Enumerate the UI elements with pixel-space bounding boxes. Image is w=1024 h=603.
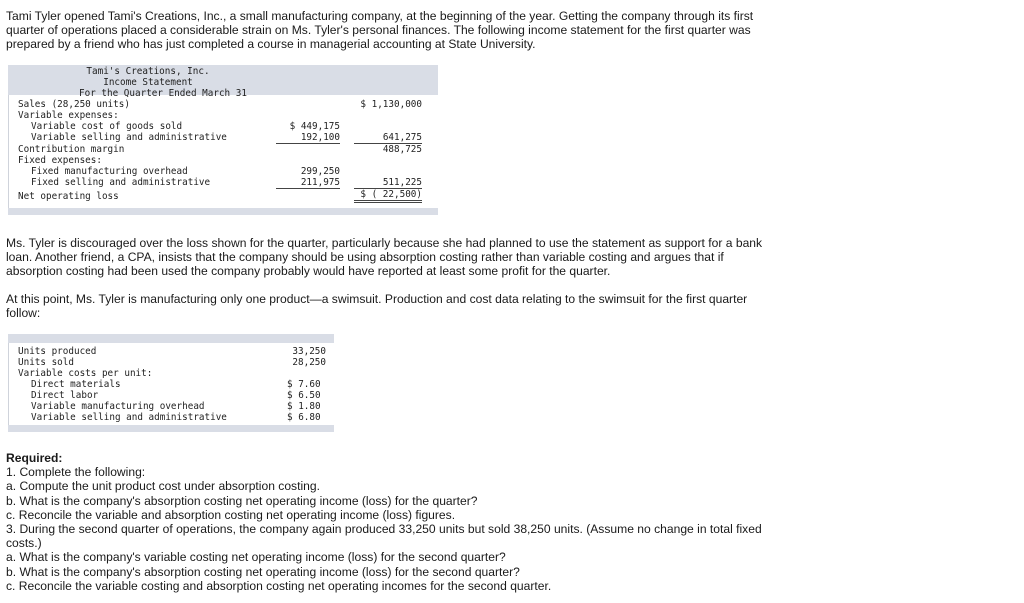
- contribution-margin-value: 488,725: [382, 144, 422, 155]
- statement-title: Income Statement: [103, 77, 193, 88]
- var-sell-admin-value: 192,100: [276, 132, 340, 144]
- required-section: [6, 451, 776, 593]
- units-produced-value: 33,250: [292, 346, 326, 357]
- contribution-margin-label: Contribution margin: [18, 144, 125, 155]
- variable-total: 641,275: [354, 132, 422, 144]
- production-footer-band: [8, 425, 334, 432]
- var-sell-admin-unit-label: Variable selling and administrative: [31, 412, 227, 423]
- sales-label: Sales (28,250 units): [18, 99, 130, 110]
- production-intro-paragraph: At this point, Ms. Tyler is manufacturing only one product—a swimsuit. Production and cost data relating to the swimsuit for the first quarter follow:: [6, 292, 748, 321]
- required-line: 1. Complete the following:: [6, 465, 146, 480]
- variable-costs-label: Variable costs per unit:: [18, 368, 153, 379]
- required-line: c. Reconcile the variable and absorption costing net operating income (loss) figures.: [6, 507, 456, 522]
- required-line: 3. During the second quarter of operations, the company again produced 33,250 units but sold 38,250 units. (Assume no change in total fixed costs.): [6, 522, 762, 551]
- required-line: a. What is the company's variable costing net operating income (loss) for the second quarter?: [6, 550, 506, 565]
- variable-expenses-label: Variable expenses:: [18, 110, 119, 121]
- units-sold-label: Units sold: [18, 357, 74, 368]
- sales-value: $ 1,130,000: [360, 99, 422, 110]
- direct-labor-label: Direct labor: [31, 390, 99, 401]
- fixed-sell-admin-label: Fixed selling and administrative: [31, 177, 211, 188]
- var-sell-admin-label: Variable selling and administrative: [31, 132, 227, 143]
- statement-period: For the Quarter Ended March 31: [79, 88, 247, 99]
- vcogs-value: $ 449,175: [289, 121, 340, 132]
- var-sell-admin-unit-value: $ 6.80: [287, 412, 321, 423]
- footer-band: [8, 208, 438, 215]
- units-produced-label: Units produced: [18, 346, 97, 357]
- required-line: a. Compute the unit product cost under absorption costing.: [6, 479, 320, 494]
- fixed-sell-admin-value: 211,975: [276, 177, 340, 189]
- discussion-paragraph: Ms. Tyler is discouraged over the loss shown for the quarter, particularly because she had planned to use the statement as support for a bank loan. Another friend, a CPA, insists that the company should be using absorption costing rather than variable costing and argues that if absorption costing had been used the company probably would have reported at least some profit for the quarter.: [6, 236, 763, 279]
- required-heading: Required:: [6, 451, 63, 465]
- net-operating-loss-label: Net operating loss: [18, 191, 119, 202]
- var-mfg-overhead-label: Variable manufacturing overhead: [31, 401, 205, 412]
- fixed-mfg-overhead-value: 299,250: [300, 166, 340, 177]
- production-header-band: [8, 334, 334, 343]
- company-name: Tami's Creations, Inc.: [86, 66, 210, 77]
- var-mfg-overhead-value: $ 1.80: [287, 401, 321, 412]
- fixed-expenses-label: Fixed expenses:: [18, 155, 102, 166]
- intro-paragraph: Tami Tyler opened Tami's Creations, Inc., a small manufacturing company, at the beginning of the year. Getting the company through its first quarter of operations placed a considerable strain on Ms. Tyler's personal finances. The following income statement for the first quarter was prepared by a friend who has just completed a course in managerial accounting at State University.: [6, 9, 754, 52]
- fixed-mfg-overhead-label: Fixed manufacturing overhead: [31, 166, 188, 177]
- units-sold-value: 28,250: [292, 357, 326, 368]
- required-line: b. What is the company's absorption costing net operating income (loss) for the second quarter?: [6, 564, 520, 579]
- direct-labor-value: $ 6.50: [287, 390, 321, 401]
- direct-materials-value: $ 7.60: [287, 379, 321, 390]
- required-line: b. What is the company's absorption costing net operating income (loss) for the quarter?: [6, 493, 478, 508]
- direct-materials-label: Direct materials: [31, 379, 121, 390]
- vcogs-label: Variable cost of goods sold: [31, 121, 183, 132]
- required-line: c. Reconcile the variable costing and absorption costing net operating incomes for the second quarter.: [6, 578, 552, 593]
- fixed-total: 511,225: [354, 177, 422, 189]
- net-operating-loss-value: $ ( 22,500): [354, 189, 422, 203]
